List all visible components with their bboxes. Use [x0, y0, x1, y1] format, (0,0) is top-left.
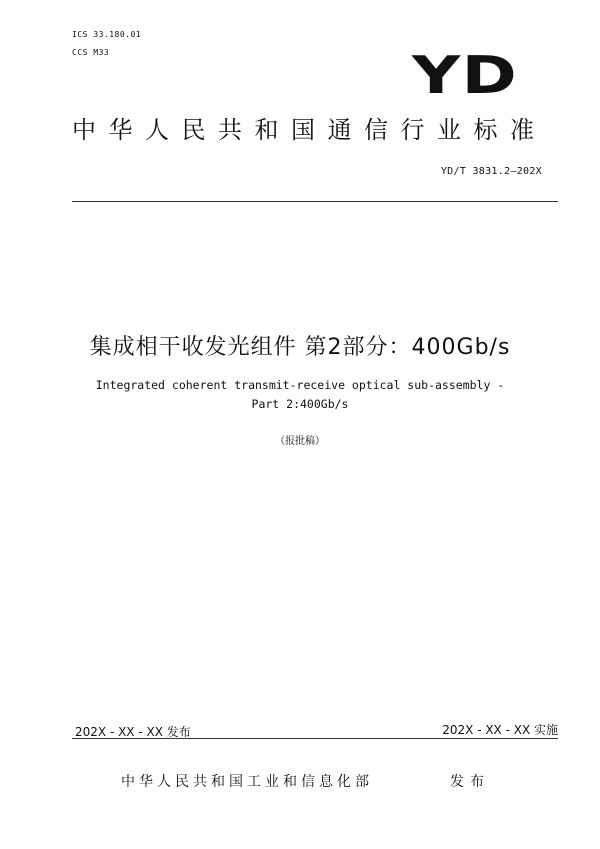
- issuing-authority: 中华人民共和国工业和信息化部: [121, 774, 373, 790]
- ics-code: ICS 33.180.01: [72, 30, 142, 39]
- ccs-code: CCS M33: [72, 48, 110, 57]
- yd-logo: YD: [412, 46, 519, 106]
- document-status: （报批稿）: [275, 436, 325, 447]
- bottom-divider: [72, 738, 558, 739]
- document-title-zh: 集成相干收发光组件 第2部分：400Gb/s: [89, 335, 511, 360]
- implementation-date: 202X - XX - XX 实施: [442, 723, 558, 737]
- top-divider: [72, 201, 558, 202]
- issue-label: 发布: [450, 774, 490, 790]
- document-title-en-line2: Part 2:400Gb/s: [251, 397, 349, 411]
- document-title-en-line1: Integrated coherent transmit-receive optical sub-assembly -: [95, 378, 505, 392]
- standard-number: YD/T 3831.2—202X: [440, 166, 542, 177]
- publication-date: 202X - XX - XX 发布: [75, 725, 191, 739]
- standard-title: 中华人民共和国通信行业标准: [72, 116, 547, 144]
